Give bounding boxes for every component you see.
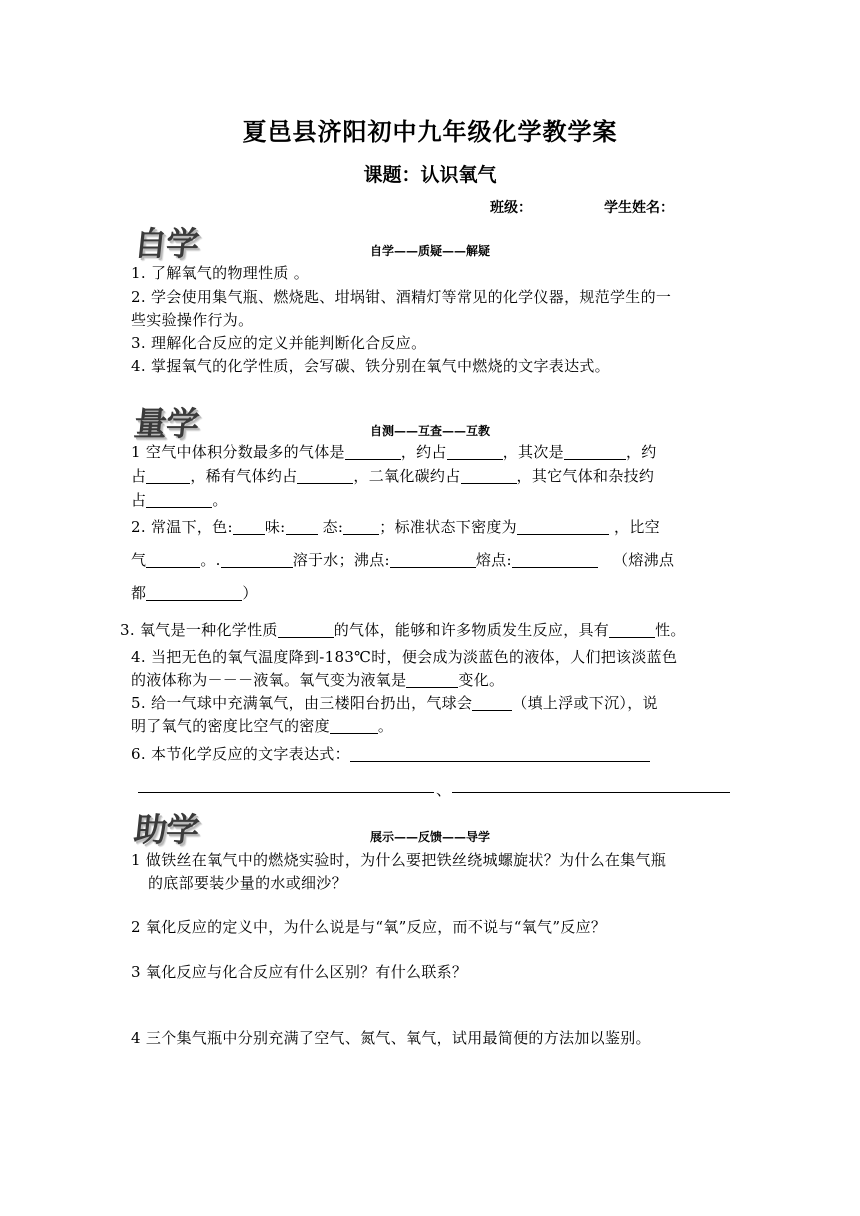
answer-blank[interactable]	[297, 467, 353, 484]
question-air-composition: 1 空气中体积分数最多的气体是 ，约占 ，其次是 ，约	[131, 443, 657, 461]
answer-blank[interactable]	[345, 443, 401, 460]
liangxue-badge: 量学	[132, 404, 201, 443]
objective-2: 2. 学会使用集气瓶、燃烧匙、坩埚钳、酒精灯等常见的化学仪器，规范学生的一	[131, 288, 672, 306]
answer-blank[interactable]	[146, 491, 212, 508]
answer-line[interactable]	[138, 792, 434, 793]
answer-blank[interactable]	[146, 467, 190, 484]
discussion-question-1-cont: 的底部要装少量的水或细沙？	[148, 874, 347, 892]
section-heading-zhuxue: 展示——反馈——导学	[369, 830, 490, 844]
answer-blank[interactable]	[146, 551, 200, 568]
separator-mark: 、	[436, 781, 452, 799]
question-air-composition-cont: 占 ，稀有气体约占 ，二氧化碳约占 ，其它气体和杂技约	[131, 467, 655, 485]
answer-blank[interactable]	[517, 518, 609, 535]
zhuxue-badge: 助学	[132, 810, 201, 849]
question-physical-properties-end: 都 ）	[131, 584, 258, 602]
discussion-question-2: 2 氧化反应的定义中，为什么说是与“氧”反应，而不说与“氧气”反应？	[131, 918, 607, 936]
discussion-question-4: 4 三个集气瓶中分别充满了空气、氮气、氧气，试用最简便的方法加以鉴别。	[131, 1029, 651, 1047]
class-label: 班级：	[490, 200, 532, 216]
answer-blank[interactable]	[512, 551, 598, 568]
answer-blank[interactable]	[564, 443, 626, 460]
question-physical-properties-cont: 气 。. 溶于水；沸点: 熔点: （熔沸点	[131, 551, 675, 569]
objective-2-cont: 些实验操作行为。	[131, 311, 254, 329]
answer-blank[interactable]	[609, 621, 655, 638]
lesson-topic: 课题：认识氧气	[363, 164, 497, 186]
answer-blank[interactable]	[343, 518, 379, 535]
answer-blank[interactable]	[447, 443, 503, 460]
student-name-label: 学生姓名：	[604, 200, 674, 216]
answer-blank[interactable]	[350, 745, 650, 762]
question-physical-properties: 2. 常温下，色: 味: 态: ；标准状态下密度为 ，比空	[131, 518, 660, 536]
answer-blank[interactable]	[472, 694, 512, 711]
objective-1: 1. 了解氧气的物理性质 。	[131, 264, 310, 282]
objective-4: 4. 掌握氧气的化学性质，会写碳、铁分别在氧气中燃烧的文字表达式。	[131, 357, 610, 375]
question-balloon: 5. 给一气球中充满氧气，由三楼阳台扔出，气球会 （填上浮或下沉），说	[131, 694, 658, 712]
discussion-question-3: 3 氧化反应与化合反应有什么区别？有什么联系？	[131, 963, 468, 981]
objective-3: 3. 理解化合反应的定义并能判断化合反应。	[131, 334, 427, 352]
answer-line[interactable]	[452, 792, 730, 793]
question-chemical-property: 3. 氧气是一种化学性质 的气体，能够和许多物质发生反应，具有 性。	[120, 621, 686, 639]
discussion-question-1: 1 做铁丝在氧气中的燃烧实验时，为什么要把铁丝绕城螺旋状？为什么在集气瓶	[131, 851, 667, 869]
answer-blank[interactable]	[221, 551, 293, 568]
answer-blank[interactable]	[406, 671, 458, 688]
answer-blank[interactable]	[461, 467, 517, 484]
question-liquid-oxygen-cont: 的液体称为－－－液氧。氧气变为液氧是 变化。	[131, 671, 505, 689]
question-word-equation: 6. 本节化学反应的文字表达式：	[131, 742, 735, 766]
zixue-badge: 自学	[132, 224, 201, 263]
question-liquid-oxygen: 4. 当把无色的氧气温度降到-183℃时，便会成为淡蓝色的液体，人们把该淡蓝色	[131, 648, 678, 666]
page-title: 夏邑县济阳初中九年级化学教学案	[242, 118, 618, 146]
answer-blank[interactable]	[330, 717, 378, 734]
question-balloon-cont: 明了氧气的密度比空气的密度 。	[131, 717, 394, 735]
answer-blank[interactable]	[278, 621, 334, 638]
section-heading-liangxue: 自测——互查——互教	[369, 424, 490, 438]
section-heading-zixue: 自学——质疑——解疑	[369, 244, 490, 258]
answer-blank[interactable]	[233, 518, 265, 535]
answer-blank[interactable]	[286, 518, 318, 535]
answer-blank[interactable]	[146, 584, 242, 601]
answer-blank[interactable]	[390, 551, 476, 568]
question-air-composition-end: 占 。	[131, 491, 228, 509]
